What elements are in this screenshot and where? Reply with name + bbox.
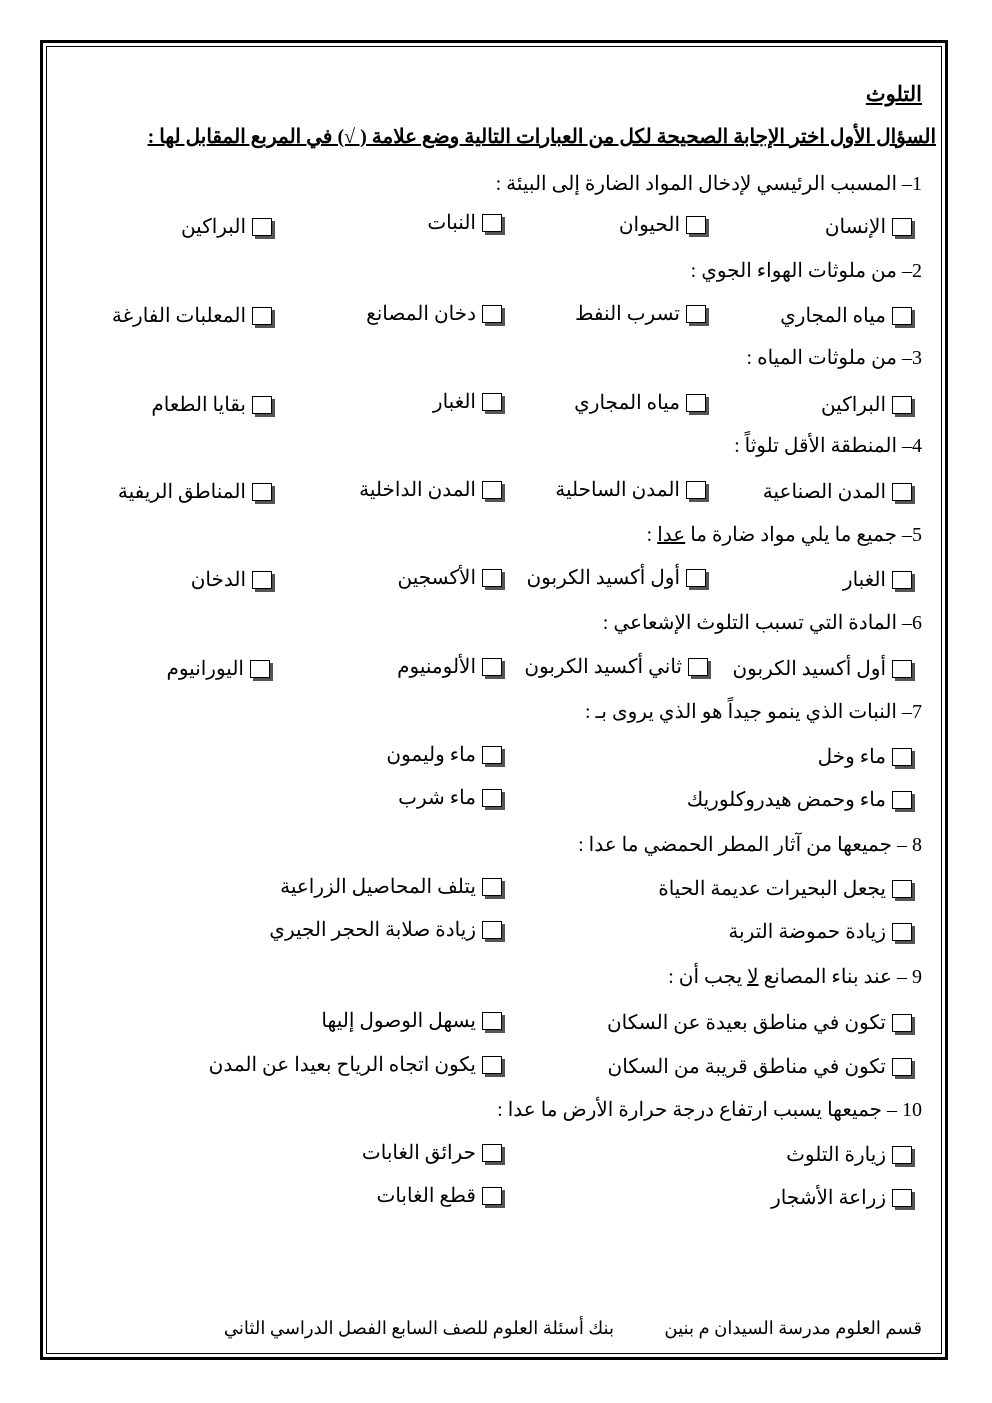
checkbox-icon[interactable]: [482, 481, 502, 499]
option-checkbox[interactable]: دخان المصانع: [366, 302, 502, 326]
option-checkbox[interactable]: ماء شرب: [398, 786, 502, 810]
question-5: [647, 523, 922, 547]
option-checkbox[interactable]: أول أكسيد الكربون: [732, 657, 912, 681]
checkbox-icon[interactable]: [482, 214, 502, 232]
option-checkbox[interactable]: المدن الساحلية: [555, 478, 706, 502]
option-checkbox[interactable]: ثاني أكسيد الكربون: [524, 655, 708, 679]
question-text-tail: :: [646, 524, 658, 546]
question-10: [497, 1098, 922, 1122]
checkbox-icon[interactable]: [686, 394, 706, 412]
option-checkbox[interactable]: مياه المجاري: [780, 304, 912, 328]
question-text: المنطقة الأقل تلوثاً :: [734, 435, 897, 457]
footer-bank-title: بنك أسئلة العلوم للصف السابع الفصل الدراسي الثاني: [223, 1318, 614, 1338]
question-text: النبات الذي ينمو جيداً هو الذي يروى بـ :: [585, 701, 897, 723]
checkbox-icon[interactable]: [892, 1058, 912, 1076]
option-checkbox[interactable]: زيادة حموضة التربة: [728, 920, 912, 944]
checkbox-icon[interactable]: [686, 481, 706, 499]
option-checkbox[interactable]: قطع الغابات: [377, 1184, 503, 1208]
checkbox-icon[interactable]: [252, 218, 272, 236]
question-text: جميع ما يلي مواد ضارة ما: [685, 524, 897, 546]
question-text-emphasis: لا: [747, 966, 759, 988]
checkbox-icon[interactable]: [482, 305, 502, 323]
option-checkbox[interactable]: زراعة الأشجار: [771, 1186, 912, 1210]
checkbox-icon[interactable]: [892, 1014, 912, 1032]
question-6: [603, 611, 922, 635]
checkbox-icon[interactable]: [686, 569, 706, 587]
question-8: [578, 833, 922, 857]
question-4: [734, 434, 922, 458]
checkbox-icon[interactable]: [892, 880, 912, 898]
checkbox-icon[interactable]: [686, 305, 706, 323]
checkbox-icon[interactable]: [686, 216, 706, 234]
option-checkbox[interactable]: تكون في مناطق بعيدة عن السكان: [607, 1011, 912, 1035]
checkbox-icon[interactable]: [482, 569, 502, 587]
option-checkbox[interactable]: النبات: [427, 211, 502, 235]
instruction-text: السؤال الأول اختر الإجابة الصحيحة لكل من العبارات التالية وضع علامة ( √) في المربع المقابل لها :: [147, 126, 936, 148]
question-number: 4–: [902, 435, 922, 457]
question-9: [668, 965, 922, 989]
option-checkbox[interactable]: أول أكسيد الكربون: [526, 566, 706, 590]
checkbox-icon[interactable]: [482, 746, 502, 764]
option-checkbox[interactable]: بقايا الطعام: [151, 393, 272, 417]
option-checkbox[interactable]: البراكين: [181, 215, 272, 239]
question-text-emphasis: عدا: [657, 524, 686, 546]
checkbox-icon[interactable]: [892, 396, 912, 414]
option-checkbox[interactable]: حرائق الغابات: [362, 1141, 502, 1165]
question-number: 7–: [902, 701, 922, 723]
checkbox-icon[interactable]: [482, 921, 502, 939]
question-text: جميعها من آثار المطر الحمضي ما عدا :: [578, 834, 892, 856]
option-checkbox[interactable]: المعلبات الفارغة: [112, 304, 272, 328]
option-checkbox[interactable]: زيارة التلوث: [786, 1143, 912, 1167]
checkbox-icon[interactable]: [892, 791, 912, 809]
checkbox-icon[interactable]: [252, 571, 272, 589]
checkbox-icon[interactable]: [252, 396, 272, 414]
option-checkbox[interactable]: الألومنيوم: [397, 655, 502, 679]
checkbox-icon[interactable]: [482, 1012, 502, 1030]
question-number: 9 –: [897, 966, 922, 988]
question-number: 2–: [902, 260, 922, 282]
question-text: من ملوثات المياه :: [746, 347, 897, 369]
option-checkbox[interactable]: المناطق الريفية: [118, 480, 272, 504]
option-checkbox[interactable]: يتلف المحاصيل الزراعية: [280, 875, 502, 899]
question-2: [691, 259, 922, 283]
option-checkbox[interactable]: الإنسان: [825, 215, 912, 239]
option-checkbox[interactable]: الغبار: [843, 568, 912, 592]
checkbox-icon[interactable]: [892, 483, 912, 501]
option-checkbox[interactable]: يكون اتجاه الرياح بعيدا عن المدن: [209, 1053, 502, 1077]
option-checkbox[interactable]: ماء وخل: [818, 745, 912, 769]
question-text: عند بناء المصانع: [758, 966, 892, 988]
checkbox-icon[interactable]: [250, 660, 270, 678]
option-checkbox[interactable]: المدن الصناعية: [763, 480, 912, 504]
checkbox-icon[interactable]: [892, 748, 912, 766]
question-text: جميعها يسبب ارتفاع درجة حرارة الأرض ما عدا :: [497, 1099, 882, 1121]
question-number: 10 –: [887, 1099, 922, 1121]
checkbox-icon[interactable]: [688, 658, 708, 676]
question-number: 8 –: [897, 834, 922, 856]
checkbox-icon[interactable]: [892, 660, 912, 678]
checkbox-icon[interactable]: [482, 393, 502, 411]
page-title: التلوث: [865, 82, 922, 106]
question-number: 6–: [902, 612, 922, 634]
checkbox-icon[interactable]: [252, 307, 272, 325]
checkbox-icon[interactable]: [482, 1144, 502, 1162]
option-checkbox[interactable]: الغبار: [433, 390, 502, 414]
option-checkbox[interactable]: مياه المجاري: [574, 391, 706, 415]
option-checkbox[interactable]: اليورانيوم: [166, 657, 270, 681]
question-text-tail: يجب أن :: [668, 966, 748, 988]
question-1: [496, 172, 922, 196]
option-checkbox[interactable]: ماء وحمض هيدروكلوريك: [687, 788, 912, 812]
question-number: 3–: [902, 347, 922, 369]
option-checkbox[interactable]: تكون في مناطق قريبة من السكان: [608, 1055, 912, 1079]
option-checkbox[interactable]: المدن الداخلية: [359, 478, 502, 502]
checkbox-icon[interactable]: [252, 483, 272, 501]
checkbox-icon[interactable]: [892, 218, 912, 236]
question-text: من ملوثات الهواء الجوي :: [690, 260, 897, 282]
checkbox-icon[interactable]: [482, 789, 502, 807]
option-checkbox[interactable]: يجعل البحيرات عديمة الحياة: [658, 877, 912, 901]
question-7: [585, 700, 922, 724]
question-number: 1–: [902, 173, 922, 195]
option-checkbox[interactable]: البراكين: [821, 393, 912, 417]
question-text: المادة التي تسبب التلوث الإشعاعي :: [602, 612, 897, 634]
option-checkbox[interactable]: يسهل الوصول إليها: [321, 1009, 502, 1033]
option-checkbox[interactable]: ماء وليمون: [386, 743, 502, 767]
question-3: [747, 346, 922, 370]
checkbox-icon[interactable]: [892, 1146, 912, 1164]
checkbox-icon[interactable]: [892, 307, 912, 325]
checkbox-icon[interactable]: [482, 878, 502, 896]
option-checkbox[interactable]: الدخان: [191, 568, 272, 592]
checkbox-icon[interactable]: [892, 923, 912, 941]
option-checkbox[interactable]: زيادة صلابة الحجر الجيري: [269, 918, 502, 942]
checkbox-icon[interactable]: [482, 1056, 502, 1074]
checkbox-icon[interactable]: [892, 1189, 912, 1207]
checkbox-icon[interactable]: [482, 658, 502, 676]
question-number: 5–: [902, 524, 922, 546]
checkbox-icon[interactable]: [892, 571, 912, 589]
option-checkbox[interactable]: تسرب النفط: [575, 302, 706, 326]
option-checkbox[interactable]: الأكسجين: [398, 566, 503, 590]
question-text: المسبب الرئيسي لإدخال المواد الضارة إلى البيئة :: [495, 173, 897, 195]
footer-department: قسم العلوم مدرسة السيدان م بنين: [664, 1318, 922, 1338]
checkbox-icon[interactable]: [482, 1187, 502, 1205]
option-checkbox[interactable]: الحيوان: [619, 213, 706, 237]
